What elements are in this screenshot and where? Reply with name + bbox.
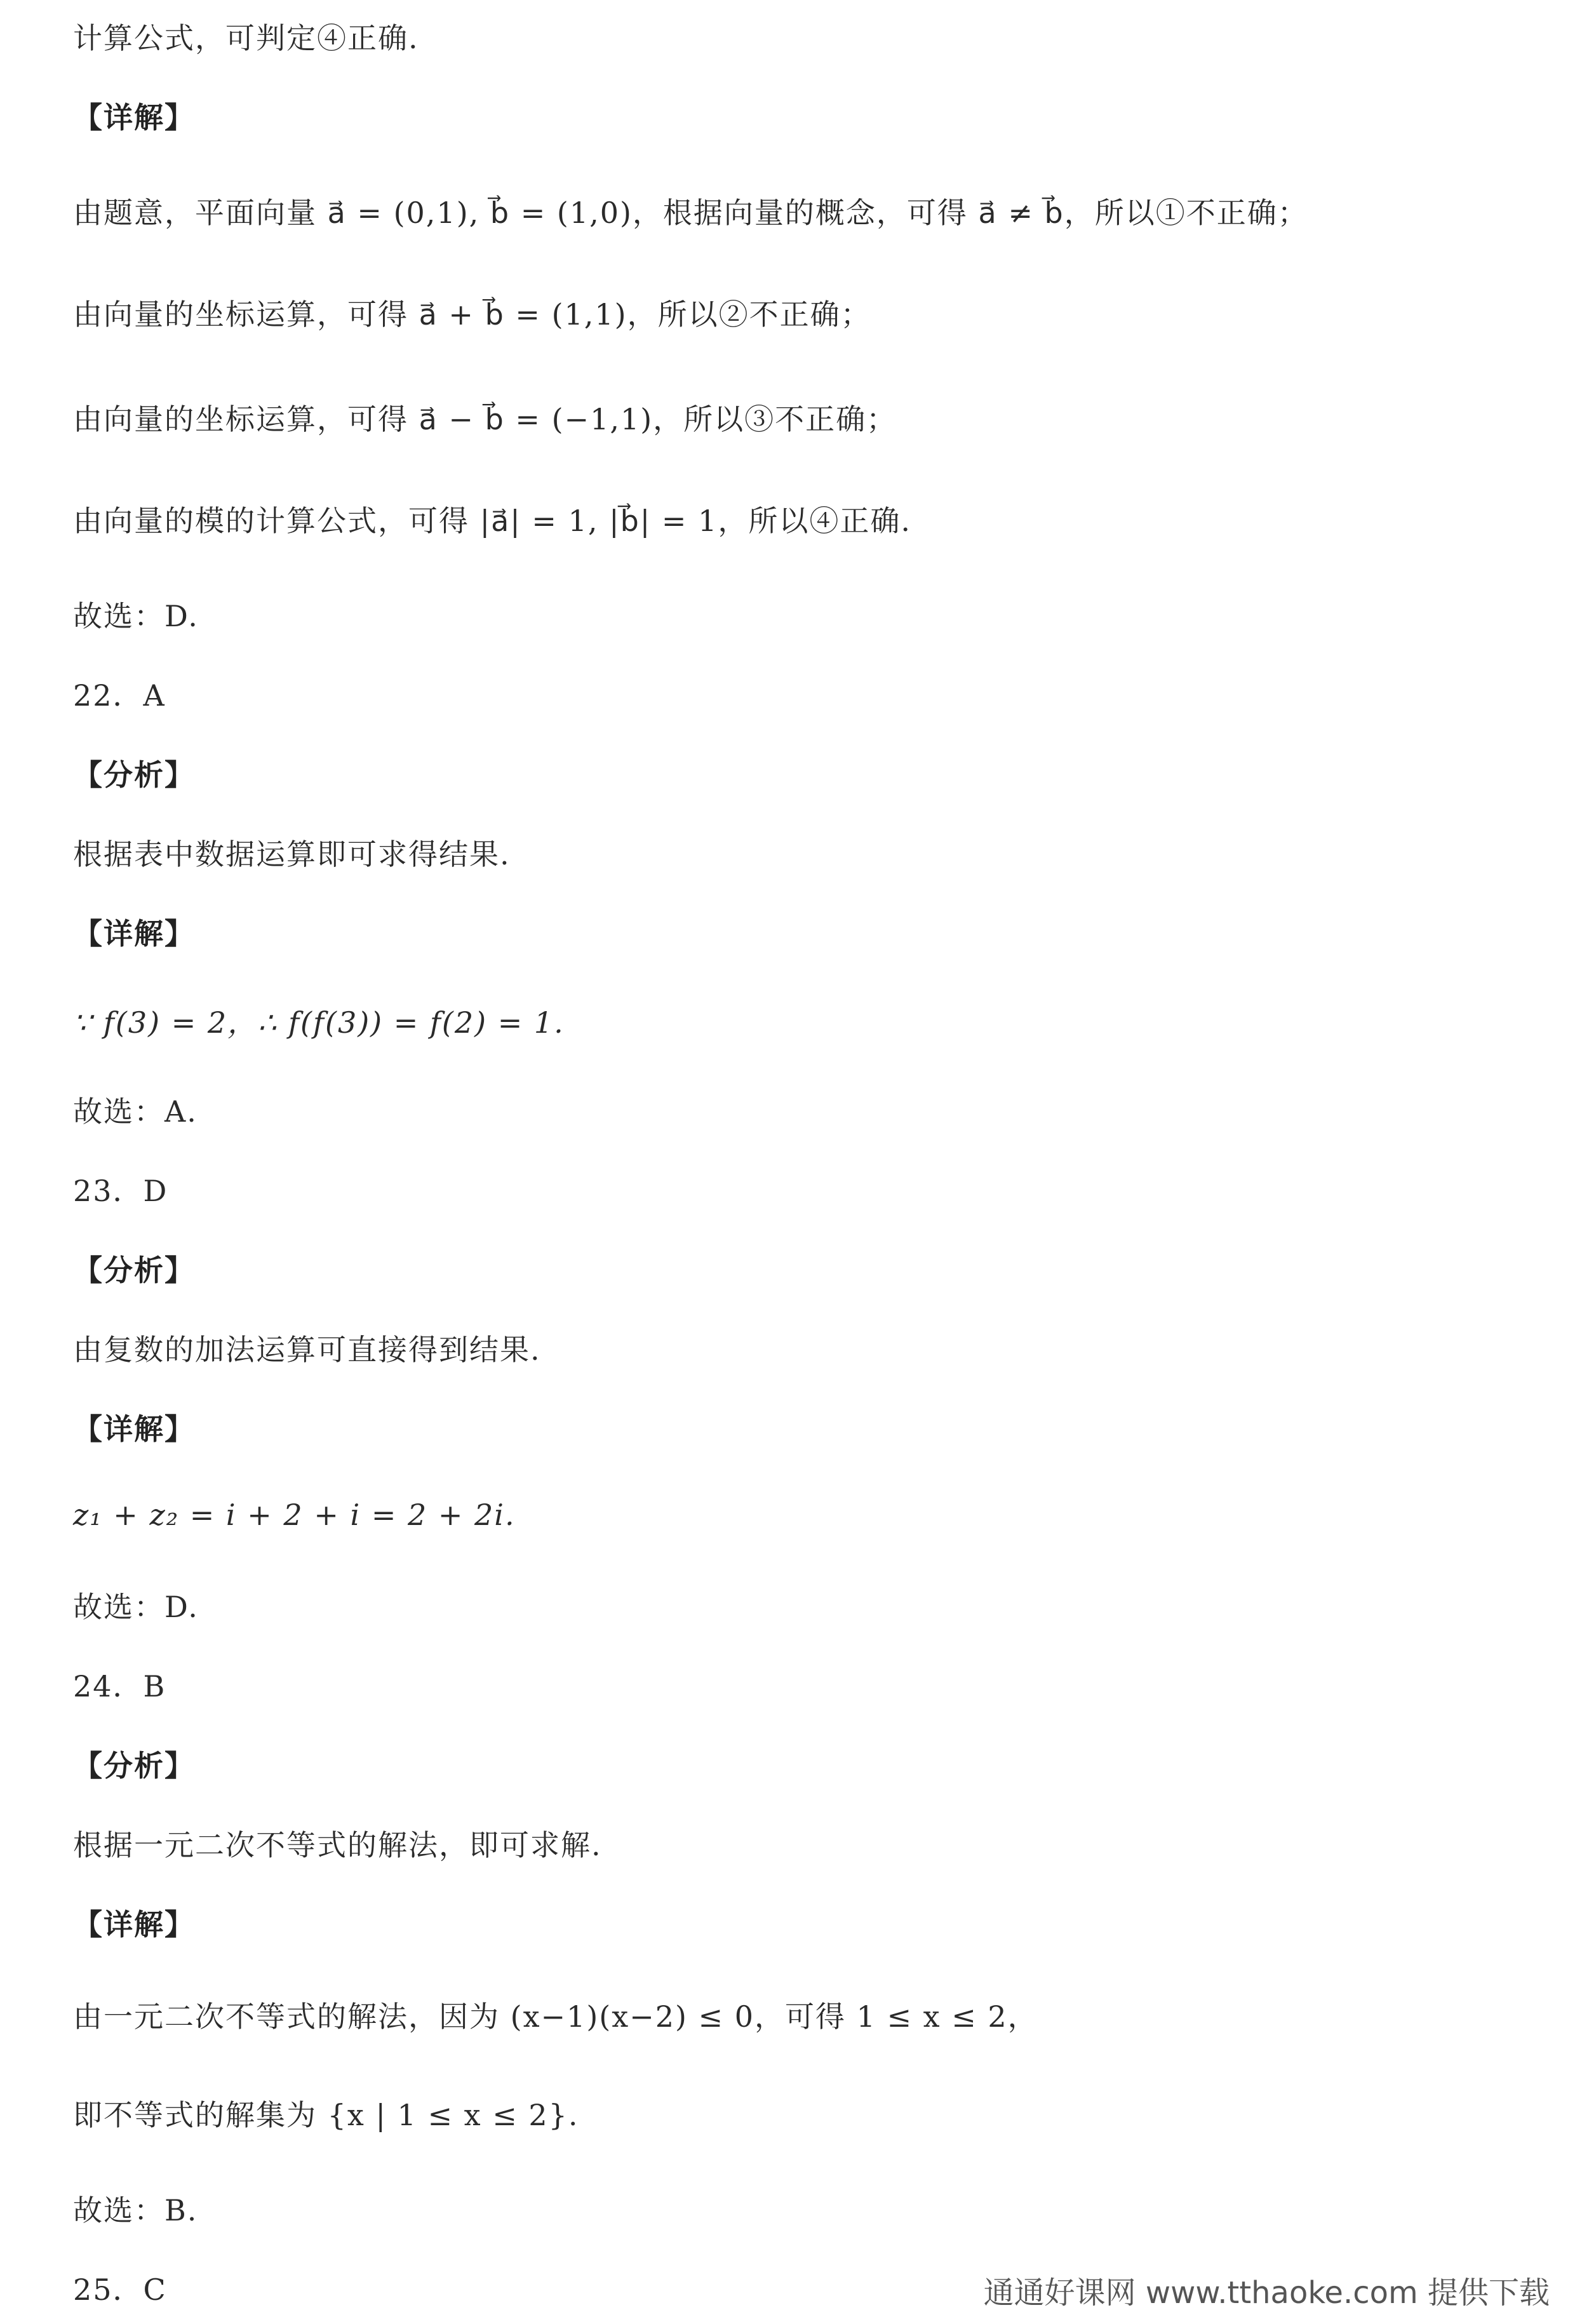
question-number: 23．D xyxy=(73,1174,168,1208)
text-line: 根据表中数据运算即可求得结果. xyxy=(73,837,511,871)
answer-choice: 故选：D. xyxy=(73,1590,199,1624)
text-line: 由一元二次不等式的解法，因为 (x−1)(x−2) ≤ 0，可得 1 ≤ x ≤ 2， xyxy=(73,1999,1038,2034)
question-number: 22．A xyxy=(73,678,166,713)
text-line: 计算公式，可判定④正确. xyxy=(73,21,419,55)
question-number: 24．B xyxy=(73,1669,166,1703)
section-heading-analysis: 【分析】 xyxy=(73,758,195,792)
question-number: 25．C xyxy=(73,2273,167,2307)
answer-choice: 故选：B. xyxy=(73,2193,198,2227)
section-heading-detail: 【详解】 xyxy=(73,1412,195,1446)
text-line: 根据一元二次不等式的解法，即可求解. xyxy=(73,1828,602,1862)
text-line: 由向量的坐标运算，可得 a⃗ + b⃗ = (1,1)，所以②不正确； xyxy=(73,297,871,332)
text-line: 由向量的模的计算公式，可得 |a⃗| = 1, |b⃗| = 1，所以④正确. xyxy=(73,504,911,538)
section-heading-detail: 【详解】 xyxy=(73,100,195,135)
answer-choice: 故选：D. xyxy=(73,599,199,633)
answer-choice: 故选：A. xyxy=(73,1094,198,1129)
text-line: 即不等式的解集为 {x | 1 ≤ x ≤ 2}. xyxy=(73,2098,579,2132)
text-line: 由题意，平面向量 a⃗ = (0,1), b⃗ = (1,0)，根据向量的概念，可得 a⃗ ≠ b⃗，所以①不正确； xyxy=(73,196,1308,230)
section-heading-analysis: 【分析】 xyxy=(73,1749,195,1783)
section-heading-detail: 【详解】 xyxy=(73,917,195,951)
text-line: 由复数的加法运算可直接得到结果. xyxy=(73,1333,541,1367)
section-heading-analysis: 【分析】 xyxy=(73,1253,195,1287)
text-line: 由向量的坐标运算，可得 a⃗ − b⃗ = (−1,1)，所以③不正确； xyxy=(73,402,897,436)
formula-line: ∵ f(3) = 2，∴ f(f(3)) = f(2) = 1. xyxy=(73,1005,565,1040)
section-heading-detail: 【详解】 xyxy=(73,1907,195,1942)
download-source-watermark: 通通好课网 www.tthaoke.com 提供下载 xyxy=(983,2275,1550,2311)
formula-line: z₁ + z₂ = i + 2 + i = 2 + 2i. xyxy=(73,1498,516,1532)
